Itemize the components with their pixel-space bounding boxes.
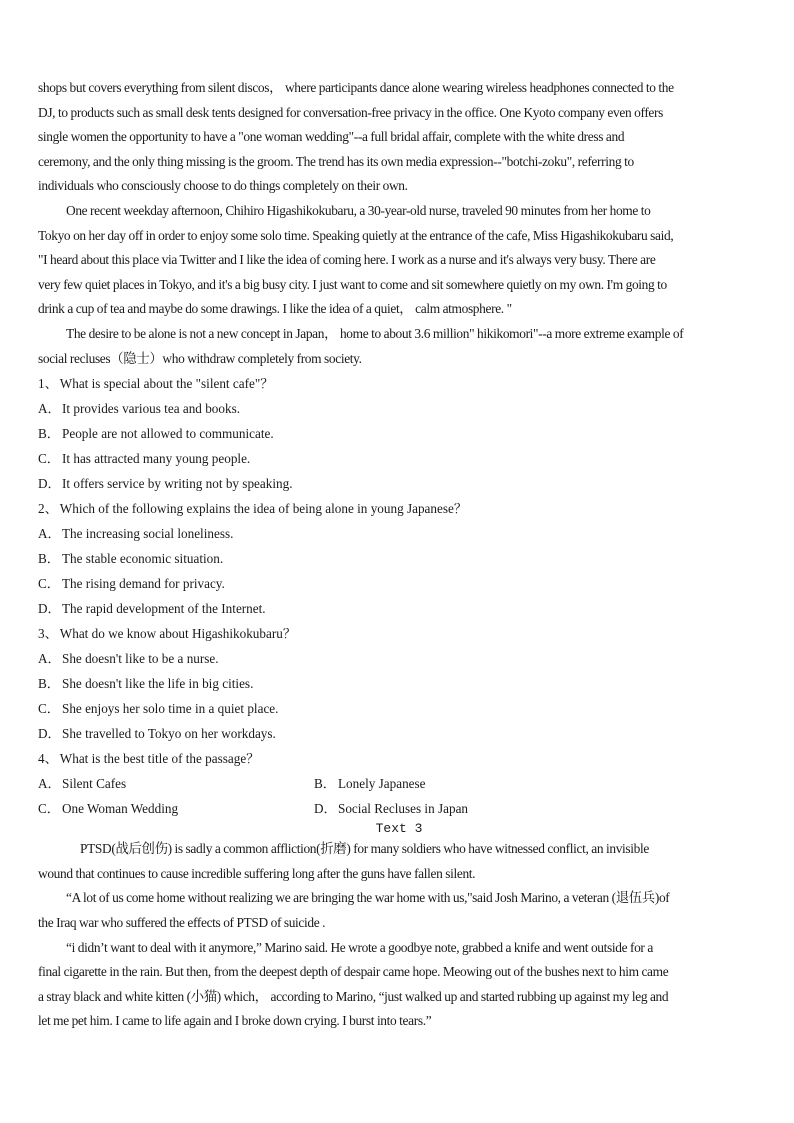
question-number: 3、 <box>38 626 58 642</box>
question-stem <box>38 371 760 396</box>
option-row <box>38 396 760 421</box>
option-row <box>38 446 760 471</box>
passage-line: The desire to be alone is not a new concept in Japan， home to about 3.6 million" hikikomori"--a more extreme example of <box>66 325 684 341</box>
question-text: What is the best title of the passage？ <box>59 751 260 767</box>
option-text: It offers service by writing not by speaking. <box>62 476 293 492</box>
option-letter: B． <box>38 676 60 692</box>
question-text: What is special about the "silent cafe"？ <box>59 376 274 392</box>
question-2 <box>38 496 760 621</box>
option-b[interactable] <box>38 421 274 446</box>
option-letter: B． <box>314 776 336 792</box>
question-stem <box>38 621 760 646</box>
option-text: It has attracted many young people. <box>62 451 251 467</box>
option-d[interactable] <box>38 596 266 621</box>
option-b[interactable] <box>38 671 253 696</box>
option-b[interactable] <box>314 771 590 796</box>
option-letter: A． <box>38 401 61 417</box>
passage-line: One recent weekday afternoon, Chihiro Higashikokubaru, a 30-year-old nurse, traveled 90 minutes from her home to <box>66 202 651 218</box>
question-text: Which of the following explains the idea of being alone in young Japanese？ <box>59 501 468 517</box>
option-letter: D． <box>38 601 61 617</box>
option-text: She travelled to Tokyo on her workdays. <box>62 726 276 742</box>
document-page <box>38 76 760 1034</box>
option-c[interactable] <box>38 696 278 721</box>
passage-line: a stray black and white kitten (小猫) which， according to Marino, “just walked up and started rubbing up against my leg and <box>38 988 669 1004</box>
passage-paragraph <box>38 936 760 1034</box>
option-text: She enjoys her solo time in a quiet place. <box>62 701 279 717</box>
option-row <box>38 671 760 696</box>
option-row <box>38 521 760 546</box>
passage-line: drink a cup of tea and maybe do some drawings. I like the idea of a quiet， calm atmosphere. " <box>38 301 512 317</box>
option-row <box>38 696 760 721</box>
passage-line: Tokyo on her day off in order to enjoy some solo time. Speaking quietly at the entrance of the cafe, Miss Higashikokubaru said, <box>38 227 674 243</box>
passage-line: the Iraq war who suffered the effects of PTSD of suicide . <box>38 914 326 930</box>
passage-paragraph <box>38 76 760 199</box>
option-row <box>38 596 760 621</box>
option-text: Lonely Japanese <box>338 776 426 792</box>
passage-paragraph <box>38 322 760 371</box>
option-letter: C． <box>38 701 60 717</box>
passage-paragraph <box>38 886 760 935</box>
option-row <box>38 721 760 746</box>
option-letter: A． <box>38 776 61 792</box>
passage-line: single women the opportunity to have a "one woman wedding"--a full bridal affair, complete with the white dress and <box>38 129 625 145</box>
option-text: Social Recluses in Japan <box>338 801 469 817</box>
passage-line: PTSD(战后创伤) is sadly a common affliction(折磨) for many soldiers who have witnessed conflict, an invisible <box>80 841 649 857</box>
passage-line: “A lot of us come home without realizing we are bringing the war home with us,"said Josh Marino, a veteran (退伍兵)of <box>66 890 670 906</box>
passage-line: shops but covers everything from silent discos， where participants dance alone wearing wireless headphones connected to the <box>38 80 674 95</box>
question-1 <box>38 371 760 496</box>
passage-line: “i didn’t want to deal with it anymore,” Marino said. He wrote a goodbye note, grabbed a knife and went outside for a <box>66 939 653 955</box>
option-a[interactable] <box>38 771 314 796</box>
option-row <box>38 646 760 671</box>
passage-line: very few quiet places in Tokyo, and it's a big busy city. I just want to come and sit somewhere quietly on my own. I'm going to <box>38 276 667 292</box>
option-b[interactable] <box>38 546 223 571</box>
option-row <box>38 546 760 571</box>
question-number: 1、 <box>38 376 58 392</box>
passage-line: ceremony, and the only thing missing is the groom. The trend has its own media expression--"botchi-zoku", referring to <box>38 153 634 169</box>
option-letter: A． <box>38 651 61 667</box>
option-letter: B． <box>38 426 60 442</box>
option-c[interactable] <box>38 796 314 821</box>
passage-line: individuals who consciously choose to do things completely on their own. <box>38 178 408 194</box>
option-letter: C． <box>38 576 60 592</box>
passage-line: let me pet him. I came to life again and I broke down crying. I burst into tears.” <box>38 1013 432 1029</box>
option-text: Silent Cafes <box>62 776 127 792</box>
option-d[interactable] <box>38 471 293 496</box>
option-d[interactable] <box>38 721 276 746</box>
passage-paragraph <box>38 837 760 886</box>
option-a[interactable] <box>38 396 240 421</box>
option-row <box>38 421 760 446</box>
passage-line: DJ, to products such as small desk tents designed for conversation-free privacy in the office. One Kyoto company even offers <box>38 104 663 120</box>
option-text: She doesn't like to be a nurse. <box>62 651 219 667</box>
option-a[interactable] <box>38 646 219 671</box>
option-letter: B． <box>38 551 60 567</box>
option-text: The rising demand for privacy. <box>62 576 225 592</box>
question-number: 2、 <box>38 501 58 517</box>
option-text: She doesn't like the life in big cities. <box>62 676 254 692</box>
option-row <box>38 471 760 496</box>
option-d[interactable] <box>314 796 590 821</box>
question-stem <box>38 496 760 521</box>
passage-line: social recluses（隐士）who withdraw completely from society. <box>38 350 362 366</box>
option-row <box>38 571 760 596</box>
option-a[interactable] <box>38 521 233 546</box>
option-text: The stable economic situation. <box>62 551 224 567</box>
option-text: The increasing social loneliness. <box>62 526 234 542</box>
option-letter: A． <box>38 526 61 542</box>
option-letter: D． <box>38 726 61 742</box>
option-text: It provides various tea and books. <box>62 401 240 417</box>
passage-line: wound that continues to cause incredible suffering long after the guns have fallen silent. <box>38 865 476 881</box>
question-text: What do we know about Higashikokubaru？ <box>59 626 297 642</box>
option-letter: C． <box>38 801 60 817</box>
option-c[interactable] <box>38 571 225 596</box>
passage-line: final cigarette in the rain. But then, from the deepest depth of despair came hope. Meowing out of the bushes next to him came <box>38 964 669 980</box>
option-letter: C． <box>38 451 60 467</box>
passage-body <box>38 76 760 371</box>
option-letter: D． <box>38 476 61 492</box>
text-3-section <box>38 821 760 1034</box>
option-text: The rapid development of the Internet. <box>62 601 266 617</box>
option-row <box>38 771 760 796</box>
passage-line: "I heard about this place via Twitter and I like the idea of coming here. I work as a nurse and it's always very busy. There are <box>38 252 656 268</box>
option-c[interactable] <box>38 446 250 471</box>
option-text: One Woman Wedding <box>62 801 179 817</box>
option-row <box>38 796 760 821</box>
question-4 <box>38 746 760 821</box>
section-heading: Text 3 <box>375 821 423 837</box>
option-letter: D． <box>314 801 337 817</box>
question-number: 4、 <box>38 751 58 767</box>
option-text: People are not allowed to communicate. <box>62 426 274 442</box>
question-stem <box>38 746 760 771</box>
passage-paragraph <box>38 199 760 322</box>
question-3 <box>38 621 760 746</box>
